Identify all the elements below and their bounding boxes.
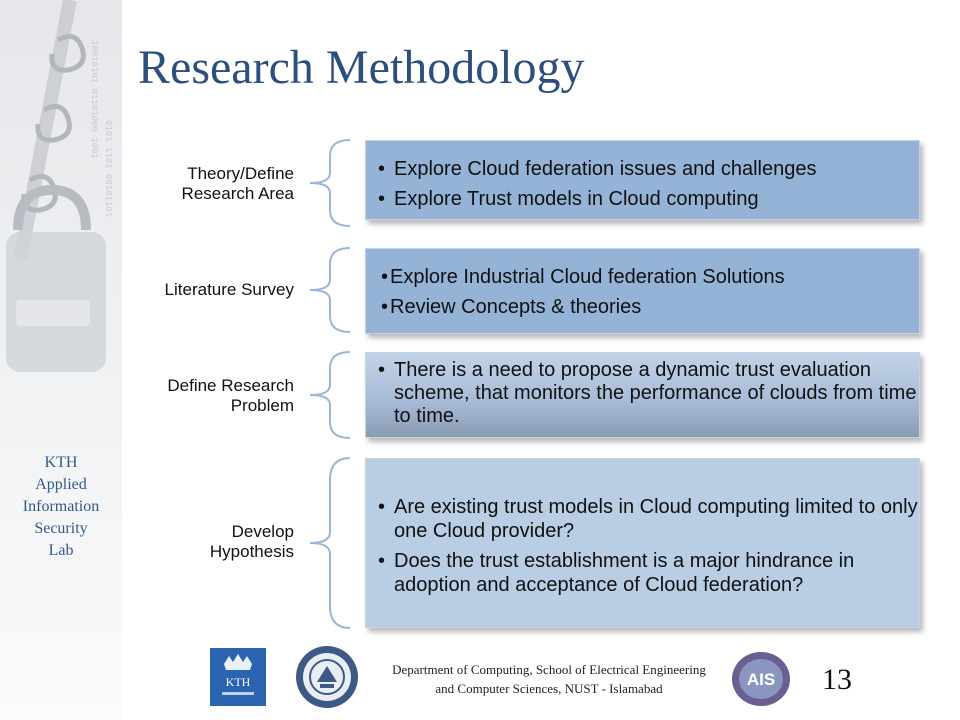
kth-logo bbox=[210, 648, 266, 706]
bullet-item: • Explore Cloud federation issues and challenges bbox=[394, 157, 919, 181]
ais-logo-text: AIS bbox=[746, 670, 776, 689]
stage-label-line: Problem bbox=[230, 396, 294, 415]
bullet-item: • Explore Industrial Cloud federation Solutions bbox=[390, 265, 919, 289]
svg-text:10010101 01101000 1001: 10010101 01101000 1001 bbox=[89, 40, 99, 159]
footer-department: Department of Computing, School of Electrical Engineering and Computer Sciences, NUST - Islamabad bbox=[392, 662, 706, 696]
stage-label-problem bbox=[104, 376, 294, 416]
brace-icon bbox=[300, 138, 352, 228]
lab-line: Applied bbox=[35, 476, 87, 493]
stage-box-hypothesis bbox=[365, 458, 920, 628]
brace-icon bbox=[300, 350, 352, 440]
ais-logo bbox=[730, 650, 792, 708]
brace-icon bbox=[300, 246, 352, 334]
slide-title: Research Methodology bbox=[138, 41, 585, 94]
stage-label-theory bbox=[104, 164, 294, 204]
stage-label-line: Hypothesis bbox=[209, 542, 294, 561]
lab-line: Lab bbox=[48, 542, 74, 559]
nust-seal-logo bbox=[294, 644, 360, 710]
stage-label-line: Develop bbox=[231, 522, 294, 541]
stage-label-line: Research Area bbox=[181, 184, 294, 203]
lab-line: Information bbox=[22, 498, 100, 515]
stage-label-line: Theory/Define bbox=[187, 164, 294, 183]
stage-label-literature bbox=[104, 280, 294, 300]
stage-label-line: Literature Survey bbox=[164, 280, 294, 299]
kth-logo-text: KTH bbox=[225, 675, 251, 689]
bullet-item: • Review Concepts & theories bbox=[390, 295, 919, 319]
page-number: 13 bbox=[822, 663, 852, 696]
bullet-item: • There is a need to propose a dynamic trust evaluation scheme, that monitors the performance of clouds from time to time. bbox=[394, 359, 919, 428]
bullet-item: • Are existing trust models in Cloud computing limited to only one Cloud provider? bbox=[394, 495, 919, 543]
stage-label-line: Define Research bbox=[167, 376, 294, 395]
stage-box-theory bbox=[365, 140, 920, 220]
brace-icon bbox=[300, 456, 352, 630]
stage-box-literature bbox=[365, 248, 920, 334]
svg-text:0101 1101 00101101: 0101 1101 00101101 bbox=[103, 120, 113, 218]
bullet-item: • Does the trust establishment is a major hindrance in adoption and acceptance of Cloud federation? bbox=[394, 549, 919, 597]
lab-line: KTH bbox=[44, 454, 78, 471]
sidebar-panel bbox=[0, 0, 122, 720]
bullet-item: • Explore Trust models in Cloud computing bbox=[394, 187, 919, 211]
stage-label-hypothesis bbox=[104, 522, 294, 562]
lab-line: Security bbox=[34, 520, 88, 537]
padlock-chain-graphic bbox=[0, 0, 122, 720]
stage-box-problem bbox=[365, 352, 920, 438]
